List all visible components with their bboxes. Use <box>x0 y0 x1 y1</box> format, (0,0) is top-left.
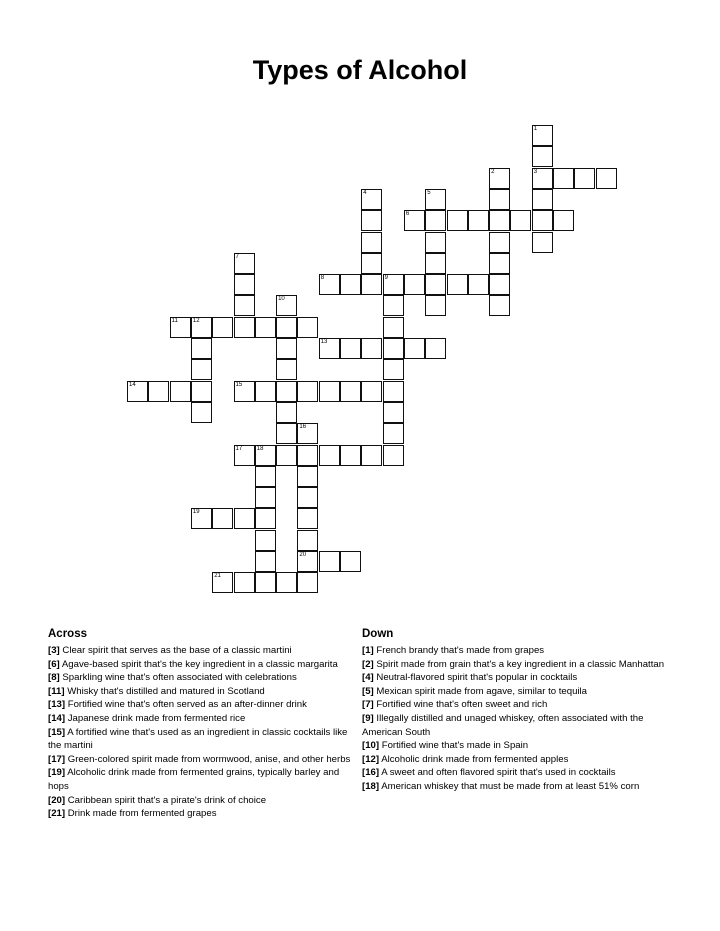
clue-text: Sparkling wine that's often associated with celebrations <box>62 672 297 684</box>
clue-number: 11 <box>171 317 178 324</box>
grid-cell[interactable] <box>297 317 318 338</box>
grid-cell[interactable] <box>255 530 276 551</box>
grid-cell[interactable] <box>234 295 255 316</box>
grid-cell[interactable] <box>276 381 297 402</box>
down-clue <box>362 753 667 767</box>
grid-cell[interactable] <box>468 210 489 231</box>
clue-num: [21] <box>48 808 66 820</box>
grid-cell[interactable] <box>447 210 468 231</box>
grid-cell[interactable] <box>383 274 404 295</box>
grid-cell[interactable] <box>383 338 404 359</box>
grid-cell[interactable] <box>532 168 553 189</box>
clue-text: Green-colored spirit made from wormwood, anise, and other herbs <box>67 753 351 765</box>
grid-cell[interactable] <box>191 359 212 380</box>
grid-cell[interactable] <box>255 466 276 487</box>
grid-cell[interactable] <box>383 359 404 380</box>
clue-num: [18] <box>362 780 380 792</box>
clue-text: American whiskey that must be made from at least 51% corn <box>381 780 640 792</box>
across-clue <box>48 671 358 685</box>
clue-text: French brandy that's made from grapes <box>376 645 545 656</box>
grid-cell[interactable] <box>361 210 382 231</box>
grid-cell[interactable] <box>532 125 553 146</box>
clue-text: Japanese drink made from fermented rice <box>67 712 246 724</box>
grid-cell[interactable] <box>148 381 169 402</box>
grid-cell[interactable] <box>340 551 361 572</box>
grid-cell[interactable] <box>255 551 276 572</box>
down-clue <box>362 671 667 685</box>
clue-number: 19 <box>192 509 200 516</box>
grid-cell[interactable] <box>276 338 297 359</box>
grid-cell[interactable] <box>361 189 382 210</box>
grid-cell[interactable] <box>276 572 297 593</box>
grid-cell[interactable] <box>532 189 553 210</box>
clue-num: [14] <box>48 712 66 724</box>
grid-cell[interactable] <box>404 210 425 231</box>
grid-cell[interactable] <box>276 359 297 380</box>
grid-cell[interactable] <box>191 317 212 338</box>
down-heading: Down <box>362 628 394 640</box>
clue-num: [19] <box>48 767 66 779</box>
down-clue-list <box>362 644 667 794</box>
grid-cell[interactable] <box>425 232 446 253</box>
grid-cell[interactable] <box>276 295 297 316</box>
grid-cell[interactable] <box>489 274 510 295</box>
grid-cell[interactable] <box>297 530 318 551</box>
across-clue <box>48 807 358 821</box>
clue-num: [2] <box>362 658 374 670</box>
grid-cell[interactable] <box>319 338 340 359</box>
grid-cell[interactable] <box>276 423 297 444</box>
grid-cell[interactable] <box>425 210 446 231</box>
grid-cell[interactable] <box>276 402 297 423</box>
clue-text: Drink made from fermented grapes <box>67 808 217 820</box>
grid-cell[interactable] <box>276 445 297 466</box>
clue-number: 6 <box>405 211 410 218</box>
clue-number: 8 <box>320 275 325 282</box>
across-clue <box>48 712 358 726</box>
clue-text: Neutral-flavored spirit that's popular in cocktails <box>376 672 578 684</box>
grid-cell[interactable] <box>212 572 233 593</box>
down-clue <box>362 685 667 699</box>
grid-cell[interactable] <box>340 338 361 359</box>
clue-num: [17] <box>48 753 66 765</box>
grid-cell[interactable] <box>297 423 318 444</box>
clue-text: Fortified wine that's made in Spain <box>381 740 529 752</box>
grid-cell[interactable] <box>212 508 233 529</box>
grid-cell[interactable] <box>319 381 340 402</box>
grid-cell[interactable] <box>234 381 255 402</box>
grid-cell[interactable] <box>532 146 553 167</box>
clue-num: [16] <box>362 767 380 779</box>
across-clue <box>48 766 358 793</box>
down-clue <box>362 658 667 672</box>
grid-cell[interactable] <box>234 274 255 295</box>
clue-number: 2 <box>491 168 495 175</box>
grid-cell[interactable] <box>383 445 404 466</box>
clue-number: 16 <box>299 424 307 431</box>
down-clue <box>362 698 667 712</box>
across-clues <box>48 626 358 821</box>
grid-cell[interactable] <box>297 508 318 529</box>
clue-number: 15 <box>235 381 243 388</box>
clue-text: Whisky that's distilled and matured in Scotland <box>67 685 265 697</box>
across-clue <box>48 753 358 767</box>
down-clue <box>362 766 667 780</box>
grid-cell[interactable] <box>447 274 468 295</box>
grid-cell[interactable] <box>361 274 382 295</box>
clue-num: [3] <box>48 645 60 656</box>
clue-number: 17 <box>235 445 243 452</box>
grid-cell[interactable] <box>319 445 340 466</box>
across-clue <box>48 685 358 699</box>
grid-cell[interactable] <box>212 317 233 338</box>
clue-number: 21 <box>214 573 221 580</box>
grid-cell[interactable] <box>553 210 574 231</box>
down-clue <box>362 644 667 658</box>
grid-cell[interactable] <box>425 274 446 295</box>
grid-cell[interactable] <box>425 295 446 316</box>
grid-cell[interactable] <box>191 338 212 359</box>
clue-text: Caribbean spirit that's a pirate's drink of choice <box>67 794 267 806</box>
clue-number: 18 <box>256 445 264 452</box>
grid-cell[interactable] <box>234 508 255 529</box>
across-clue <box>48 644 358 658</box>
clue-text: Fortified wine that's often served as an after-dinner drink <box>67 699 307 711</box>
clue-num: [9] <box>362 712 374 724</box>
grid-cell[interactable] <box>170 317 191 338</box>
grid-cell[interactable] <box>361 381 382 402</box>
grid-cell[interactable] <box>383 381 404 402</box>
grid-cell[interactable] <box>489 168 510 189</box>
grid-cell[interactable] <box>383 295 404 316</box>
grid-cell[interactable] <box>297 381 318 402</box>
grid-cell[interactable] <box>234 445 255 466</box>
clue-num: [20] <box>48 794 66 806</box>
grid-cell[interactable] <box>489 232 510 253</box>
down-clue <box>362 739 667 753</box>
grid-cell[interactable] <box>383 423 404 444</box>
clue-number: 20 <box>299 552 307 558</box>
grid-cell[interactable] <box>340 445 361 466</box>
grid-cell[interactable] <box>319 551 340 572</box>
grid-cell[interactable] <box>361 445 382 466</box>
grid-cell[interactable] <box>297 487 318 508</box>
across-clue <box>48 794 358 808</box>
clue-text: A fortified wine that's used as an ingredient in classic cocktails like the martini <box>48 726 348 752</box>
grid-cell[interactable] <box>319 274 340 295</box>
clue-num: [13] <box>48 699 66 711</box>
grid-cell[interactable] <box>489 253 510 274</box>
grid-cell[interactable] <box>383 402 404 423</box>
clue-num: [10] <box>362 740 380 752</box>
clue-num: [4] <box>362 672 374 684</box>
grid-cell[interactable] <box>191 402 212 423</box>
grid-cell[interactable] <box>276 317 297 338</box>
grid-cell[interactable] <box>297 445 318 466</box>
grid-cell[interactable] <box>361 253 382 274</box>
down-clue <box>362 712 667 739</box>
grid-cell[interactable] <box>234 317 255 338</box>
grid-cell[interactable] <box>255 445 276 466</box>
clue-text: Illegally distilled and unaged whiskey, often associated with the American South <box>362 712 644 738</box>
clue-text: Clear spirit that serves as the base of a classic martini <box>62 645 292 656</box>
grid-cell[interactable] <box>425 253 446 274</box>
grid-cell[interactable] <box>191 381 212 402</box>
across-clue <box>48 658 358 672</box>
clue-number: 14 <box>129 381 136 388</box>
clue-num: [15] <box>48 726 66 738</box>
clue-text: Alcoholic drink made from fermented apples <box>381 753 569 765</box>
grid-cell[interactable] <box>234 253 255 274</box>
clue-number: 7 <box>235 253 239 260</box>
grid-cell[interactable] <box>553 168 574 189</box>
clue-number: 3 <box>533 168 538 175</box>
grid-cell[interactable] <box>127 381 148 402</box>
clue-num: [7] <box>362 699 374 711</box>
clue-number: 10 <box>278 296 285 303</box>
grid-cell[interactable] <box>532 232 553 253</box>
grid-cell[interactable] <box>191 508 212 529</box>
page-title: Types of Alcohol <box>252 55 468 85</box>
clue-text: Fortified wine that's often sweet and rich <box>376 699 548 711</box>
grid-cell[interactable] <box>574 168 595 189</box>
grid-cell[interactable] <box>297 551 318 572</box>
grid-cell[interactable] <box>255 508 276 529</box>
clue-num: [8] <box>48 672 60 684</box>
grid-cell[interactable] <box>404 338 425 359</box>
grid-cell[interactable] <box>255 572 276 593</box>
grid-cell[interactable] <box>297 572 318 593</box>
grid-cell[interactable] <box>361 232 382 253</box>
clue-number: 4 <box>363 189 367 196</box>
clue-text: Agave-based spirit that's the key ingredient in a classic margarita <box>61 658 338 670</box>
grid-cell[interactable] <box>489 189 510 210</box>
grid-cell[interactable] <box>361 338 382 359</box>
grid-cell[interactable] <box>255 487 276 508</box>
grid-cell[interactable] <box>170 381 191 402</box>
clue-number: 9 <box>384 275 388 282</box>
clue-number: 12 <box>192 317 200 324</box>
across-clue <box>48 726 358 753</box>
grid-cell[interactable] <box>340 274 361 295</box>
clue-text: Mexican spirit made from agave, similar to tequila <box>376 685 588 697</box>
grid-cell[interactable] <box>425 189 446 210</box>
across-clue-list <box>48 644 358 821</box>
across-clue <box>48 698 358 712</box>
clue-number: 5 <box>427 189 431 196</box>
clue-number: 13 <box>320 339 328 345</box>
grid-cell[interactable] <box>404 274 425 295</box>
clue-num: [1] <box>362 645 374 656</box>
clue-text: Alcoholic drink made from fermented grains, typically barley and hops <box>48 767 340 792</box>
clue-text: Spirit made from grain that's a key ingredient in a classic Manhattan <box>376 658 665 670</box>
down-clue <box>362 780 667 794</box>
grid-cell[interactable] <box>255 317 276 338</box>
grid-cell[interactable] <box>489 295 510 316</box>
clue-num: [6] <box>48 658 60 670</box>
grid-cell[interactable] <box>532 210 553 231</box>
clue-text: A sweet and often flavored spirit that's used in cocktails <box>381 767 616 779</box>
clue-num: [5] <box>362 685 374 697</box>
across-heading: Across <box>48 628 87 640</box>
clue-num: [11] <box>48 685 65 697</box>
grid-cell[interactable] <box>596 168 617 189</box>
grid-cell[interactable] <box>234 572 255 593</box>
clue-num: [12] <box>362 753 380 765</box>
grid-cell[interactable] <box>255 381 276 402</box>
clue-number: 1 <box>533 126 538 132</box>
grid-cell[interactable] <box>383 317 404 338</box>
grid-cell[interactable] <box>425 338 446 359</box>
grid-cell[interactable] <box>510 210 531 231</box>
down-clues <box>362 626 667 794</box>
grid-cell[interactable] <box>297 466 318 487</box>
grid-cell[interactable] <box>468 274 489 295</box>
grid-cell[interactable] <box>340 381 361 402</box>
grid-cell[interactable] <box>489 210 510 231</box>
